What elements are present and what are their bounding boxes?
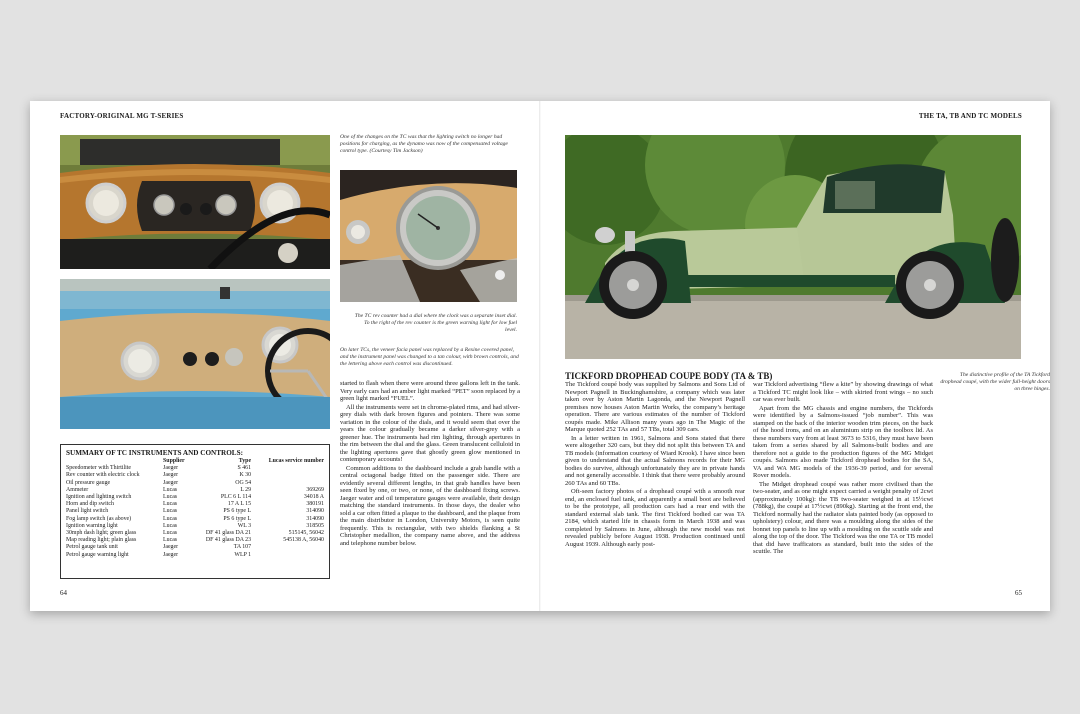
body-paragraph: Common additions to the dashboard include a grab handle with a central octagonal badge fitted on the passenger side. There are evidently several different lengths, in that grab handles have been seen fixed by one, or two, or none, of the dashboard fixing screws. Jaeger water and oil temperature gauges were available, their design matching the standard instruments. In those days, the dealer who sold a car often fitted a plaque to the dashboard, and the plaque from the main distributor in London, University Motors, is seen quite frequently. This is rectangular, with two shields flanking a St Christopher medallion, the company name above, and the address and telephone number below. [340,464,520,547]
table-cell: Rev counter with electric clock [66,472,140,479]
table-cell: OG 54 [235,479,252,486]
table-row [66,544,324,551]
table-cell: Speedometer with Thirtilite [66,465,132,472]
table-row [66,530,324,537]
table-row [66,494,324,501]
table-cell: Lucas [163,494,178,501]
right-page [540,101,1050,611]
table-row [66,472,324,479]
left-page [30,101,540,611]
body-paragraph: The Midget drophead coupé was rather more civilised than the two-seater, and as one might expect carried a weight penalty of 2cwt (approximately 100kg): the TB two-seater weighed in at 15½cwt (788kg), the coupé at 17½cwt (890kg). Starting at the front end, the Tickford normally had the radiator slats painted body (as opposed to upholstery) colour, and there was a moulding along the sides of the bonnet top panels to line up with a moulding on the scuttle side and along the top of the door. The Tickford was the one TA or TB model that did have trafficators as standard, built into the sides of the scuttle. The [753,480,933,555]
table-cell: Ignition warning light [66,522,118,529]
body-paragraph: The Tickford coupé body was supplied by Salmons and Sons Ltd of Newport Pagnell in Buckinghamshire, a company which was later taken over by Aston Martin Lagonda, and the Newport Pagnell premises now houses Aston Martin Works, the company’s heritage operation. There are various estimates of the number of Tickford coupés made. Mike Allison many years ago in The Magic of the Marque quoted 252 TAs and 57 TBs, total 309 cars. [565,381,745,433]
table-cell: Jaeger [163,472,179,479]
table-cell: 318505 [306,522,324,529]
table-cell: Lucas [163,501,178,508]
body-paragraph: Oft-seen factory photos of a drophead coupé with a smooth rear end, an enclosed fuel tank, and apparently a small boot are believed to be the prototype, all production cars had a rear end with the standard external slab tank. The first Tickford bodied car was TA 2184, which started life in chassis form in March 1938 and was completed by Salmons in June, although the new model was not revealed publicly before August 1938. Production continued until August 1939. Although early post- [565,488,745,548]
table-cell: 369269 [306,486,324,493]
table-row [66,516,324,523]
right-running-head: THE TA, TB AND TC MODELS [918,112,1022,120]
table-cell: S 461 [237,465,252,472]
tickford-coupe-photo [565,135,1021,359]
table-header-cell: Supplier [163,458,185,464]
rev-counter-photo [340,170,517,302]
caption-lighting-switch: One of the changes on the TC was that the lighting switch no longer had positions for charging, as the dynamo was now of the compensated voltage control type. (Courtesy Tim Jackson) [340,134,508,155]
table-cell: Fog lamp switch (as above) [66,515,132,522]
table-cell [251,552,324,559]
wooden-dashboard-photo [60,135,330,269]
table-row [66,487,324,494]
left-page-number: 64 [60,589,67,597]
table-cell: Jaeger [163,465,179,472]
blue-car-dashboard-photo [60,279,330,429]
table-cell: DF 41 glass DA 23 [205,537,252,544]
table-cell [251,480,324,487]
table-cell: Horn and dip switch [66,501,114,508]
table-cell: WLP 1 [234,551,252,558]
right-body-column-2 [753,381,933,557]
table-cell: 34018 A [303,494,324,501]
table-row [66,501,324,508]
caption-rev-counter: The TC rev counter had a dial where the clock was a separate inset dial. To the right of the rev counter is the green warning light for low fuel level. [354,313,517,334]
section-heading: TICKFORD DROPHEAD COUPE BODY (TA & TB) [565,371,773,381]
table-cell [251,465,324,472]
body-paragraph: Apart from the MG chassis and engine numbers, the Tickfords were identified by a Salmons-issued “job number”. This was stamped on the back of the interior wooden trim pieces, on the back of the hood irons, and on an aluminium strip on the toolbox lid. As these numbers vary from at least 3673 to 5316, they must have been taken from a series shared by all Salmons-built bodies and are therefore not a guide to the production figures of the MG Midget coupés. Salmons also made Tickford drophead bodies for the SA, VA and WA MG models of the 1936-39 period, and for several Rover models. [753,404,933,479]
table-cell: 314090 [306,508,324,515]
table-cell: TA 107 [233,544,252,551]
table-cell: Jaeger [163,544,179,551]
table-cell: Petrol gauge tank unit [66,544,118,551]
table-cell: Lucas [163,515,178,522]
table-row [66,537,324,544]
table-row [66,465,324,472]
table-cell: Ammeter [66,486,89,493]
table-cell: Lucas [163,508,178,515]
right-body-column-1 [565,381,745,549]
table-cell: 380191 [306,501,324,508]
instruments-summary-box [60,444,330,579]
table-cell: 515145, 56042 [288,530,324,537]
table-row [66,508,324,515]
table-header-cell: Lucas service number [268,458,324,464]
table-header-cell [66,458,163,465]
table-header-row [66,458,324,465]
table-cell: Lucas [163,537,178,544]
summary-table-title: SUMMARY OF TC INSTRUMENTS AND CONTROLS: [66,449,243,457]
body-paragraph: In a letter written in 1961, Salmons and Sons stated that there were altogether 320 cars, but they did not split this between TA and TB models (information courtesy of Wiard Krook). I have since been given to understand that the actual Salmons records for their MG bodies do survive, although unfortunately they are in private hands and not generally accessible. I think that there were probably around 260 TAs and 60 TBs. [565,434,745,487]
caption-tickford-profile: The distinctive profile of the TA Tickford drophead coupé, with the wider full-height doors on three hinges. [940,372,1050,393]
table-cell: DF 41 glass DA 21 [205,530,252,537]
table-cell: PS 6 type L [223,508,252,515]
table-cell: 30mph dash light; green glass [66,530,137,537]
body-paragraph: All the instruments were set in chrome-plated rims, and had silver-grey dials with dark brown figures and pointers. There was some variation in the colour of the dials, and it would seem that over the years the colour gradually became a darker silver-grey with a greener hue. The instruments had rim lighting, through apertures in the rim between the dial and the glass. Green translucent celluloid in the lighting apertures gave that ghostly green glow mentioned in contemporary accounts! [340,403,520,463]
body-paragraph: started to flash when there were around three gallons left in the tank. Very early cars had an amber light marked “PET” soon replaced by a green light marked “FUEL”. [340,380,520,402]
table-header-cell: Type [238,458,252,464]
body-paragraph: war Tickford advertising “flew a kite” by showing drawings of what a Tickford TC might look like – with skirted front wings – no such car was ever built. [753,381,933,403]
right-page-number: 65 [1015,589,1022,597]
table-cell: Jaeger [163,479,179,486]
table-cell: Oil pressure gauge [66,479,111,486]
table-row [66,523,324,530]
table-cell: 314090 [306,515,324,522]
caption-later-tcs: On later TCs, the veneer facia panel was replaced by a Rexine covered panel, and the instrument panel was changed to a tan colour, with brown controls, and the lettering above each control was discontinued. [340,347,519,368]
table-cell: Lucas [163,530,178,537]
table-cell: Lucas [163,522,178,529]
table-cell: Ignition and lighting switch [66,494,132,501]
book-spread [30,101,1050,611]
table-cell: PLC 6 L 114 [220,494,252,501]
table-row [66,552,324,559]
table-cell: WL 3 [237,522,252,529]
table-cell: 545138 A, 56040 [283,537,324,544]
table-row [66,480,324,487]
table-cell [251,544,324,551]
table-cell: L 29 [240,486,252,493]
left-running-head: FACTORY-ORIGINAL MG T-SERIES [60,112,184,120]
table-cell: Panel light switch [66,508,109,515]
left-body-column [340,380,520,548]
table-cell: Jaeger [163,551,179,558]
table-cell: Petrol gauge warning light [66,551,129,558]
table-cell: K 30 [239,472,252,479]
table-cell [251,472,324,479]
table-cell: Map reading light; plain glass [66,537,137,544]
table-cell: PS 6 type L [223,515,252,522]
table-body [66,465,324,559]
table-cell: 17 A L 15 [227,501,252,508]
table-cell: Lucas [163,486,178,493]
instruments-table [66,458,324,559]
